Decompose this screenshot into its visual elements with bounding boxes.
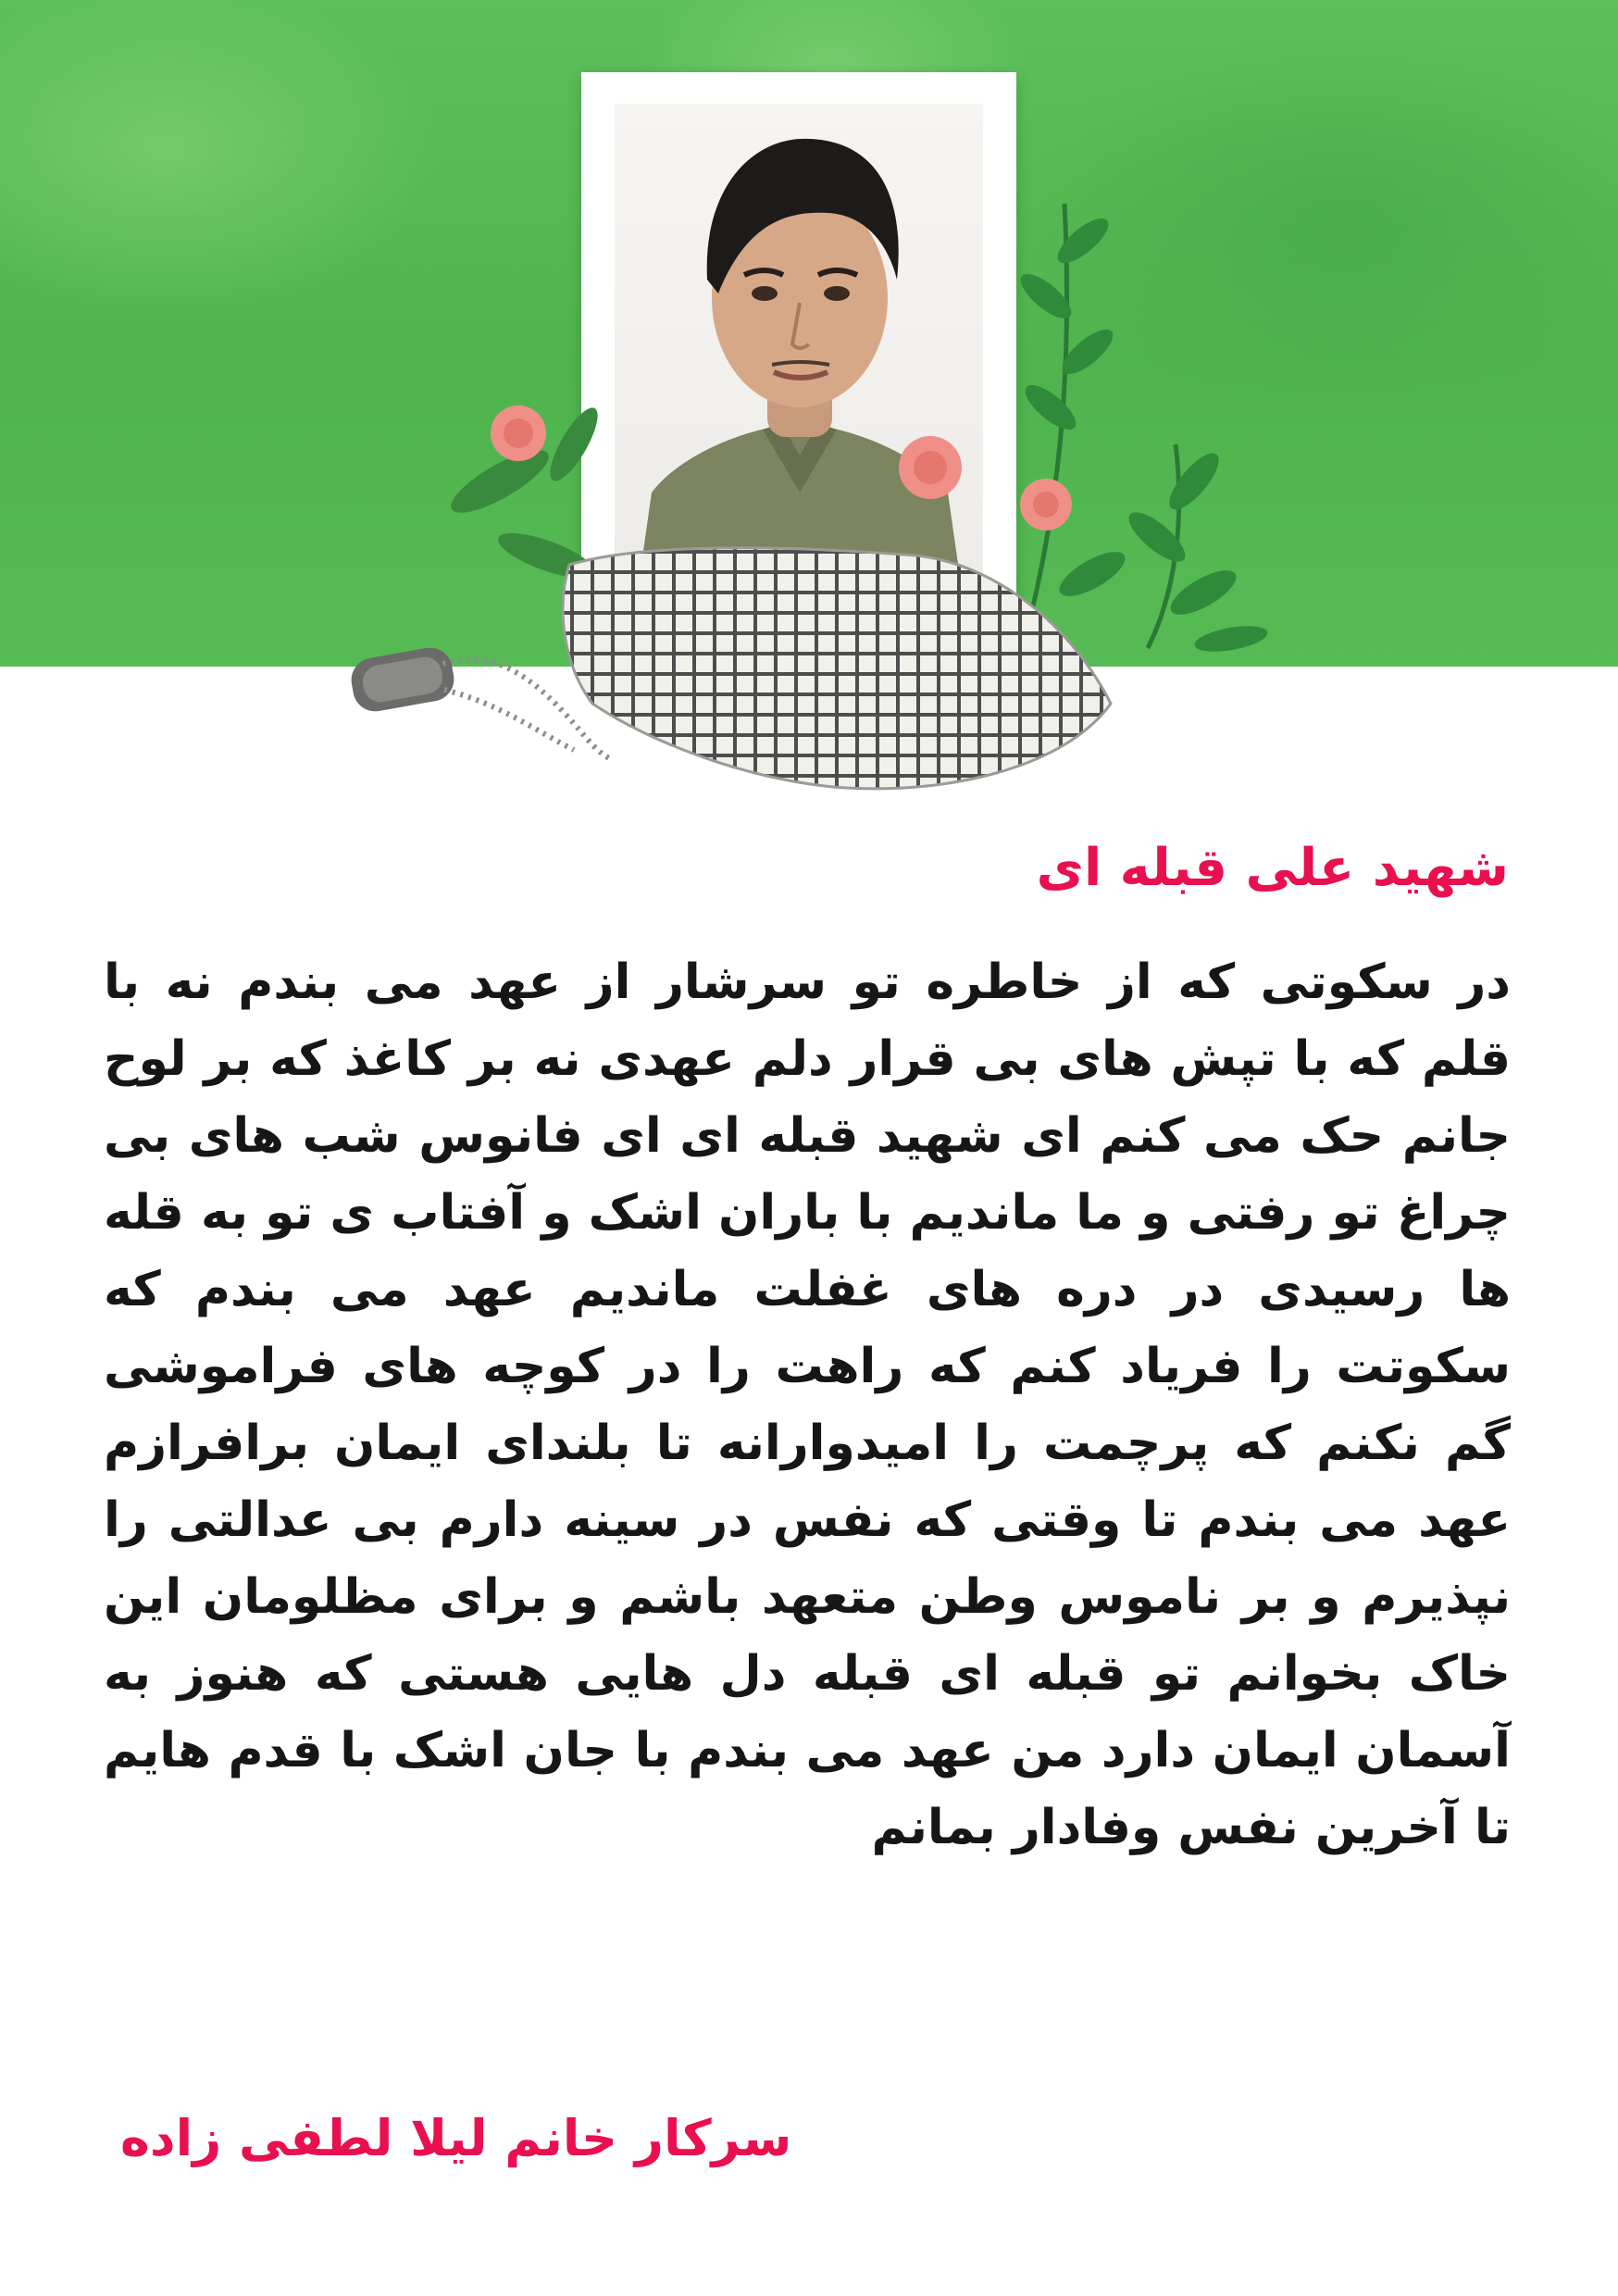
page-title: شهید علی قبله ای: [1036, 838, 1509, 898]
author-name: سرکار خانم لیلا لطفی زاده: [120, 2109, 792, 2167]
dogtag-icon: [0, 0, 648, 796]
poem-text: در سکوتی که از خاطره تو سرشار از عهد می بندم نه با قلم که با تپش های بی قرار دلم عهدی نه بر کاغذ که بر لوح جانم حک می کنم ای شهید قبله ای ای فانوس شب های بی چراغ تو رفتی و ما ماندیم با باران اشک و آفتاب ی تو به قله ها رسیدی در دره های غفلت ماندیم عهد می بندم که سکوتت را فریاد کنم که راهت را در کوچه های فراموشی گم نکنم که پرچمت را امیدوارانه تا بلندای ایمان برافرازم عهد می بندم تا وقتی که نفس در سینه دارم بی عدالتی را نپذیرم و بر ناموس وطن متعهد باشم و برای مظلومان این خاک بخوانم تو قبله ای قبله دل هایی هستی که هنوز به آسمان ایمان دارد من عهد می بندم با جان اشک با قدم هایم تا آخرین نفس وفادار بمانم: [104, 955, 1511, 1855]
leaf-icon: [1014, 204, 1270, 656]
